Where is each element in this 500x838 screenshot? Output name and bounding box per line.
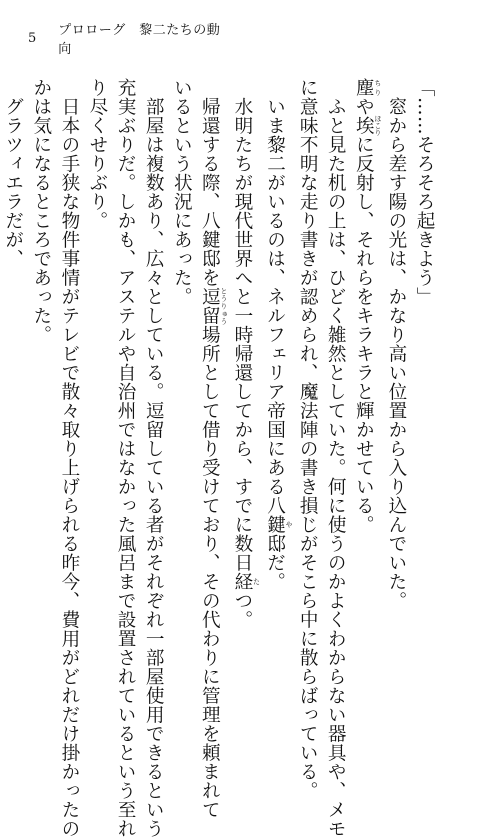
text-line: 充実ぶりだ。しかも、アステルや自治州ではなかった風呂まで設置されているという至れ <box>115 78 137 838</box>
text-line: 窓から差す陽の光は、かなり高い位置から入り込んでいた。 <box>385 78 407 610</box>
page-number: 5 <box>28 30 37 46</box>
ruby-annotation: 経 た <box>231 572 261 591</box>
ruby-annotation: 逗留 とうりゅう <box>199 287 228 325</box>
text-line: いま黎二がいるのは、ネルフェリア帝国にある八鍵 や邸だ。 <box>264 78 294 591</box>
text-line: 帰還する際、八鍵邸を逗留 とうりゅう場所として借り受けており、その代わりに管理を頼まれて <box>199 78 228 819</box>
text-line: 「……そろそろ起きよう」 <box>414 78 435 306</box>
text-line: 水明たちが現代世界へと一時帰還してから、すでに数日経 たつ。 <box>231 78 261 629</box>
text-line: いるという状況にあった。 <box>171 78 193 306</box>
text-line: かは気になるところであった。 <box>30 78 52 344</box>
text-line: に意味不明な走り書きが認められ、魔法陣の書き損じがそこら中に散らばっている。 <box>297 78 319 800</box>
ruby-annotation: 塵 ちり <box>353 78 382 97</box>
text-line: り尽くせりぶり。 <box>86 78 108 230</box>
body-text <box>0 78 438 838</box>
text-line: ふと見た机の上は、ひどく雑然としていた。何に使うのかよくわからない器具や、メモ <box>325 78 347 838</box>
text-line: グラツィエラだが、 <box>2 78 24 268</box>
text-line: 塵 ちりや埃 ほこりに反射し、それらをキラキラと輝かせている。 <box>353 78 382 534</box>
page-header <box>28 23 228 57</box>
running-title: プロローグ 黎二たちの動向 <box>58 23 221 57</box>
text-line: 日本の手狭な物件事情がテレビで散々取り上げられる昨今、費用がどれだけ掛かったの <box>58 78 80 838</box>
text-line: 部屋は複数あり、広々としている。逗留している者がそれぞれ一部屋使用できるという <box>143 78 165 838</box>
ruby-annotation: 埃 ほこり <box>353 115 382 136</box>
ruby-annotation: 鍵 や <box>264 515 294 534</box>
